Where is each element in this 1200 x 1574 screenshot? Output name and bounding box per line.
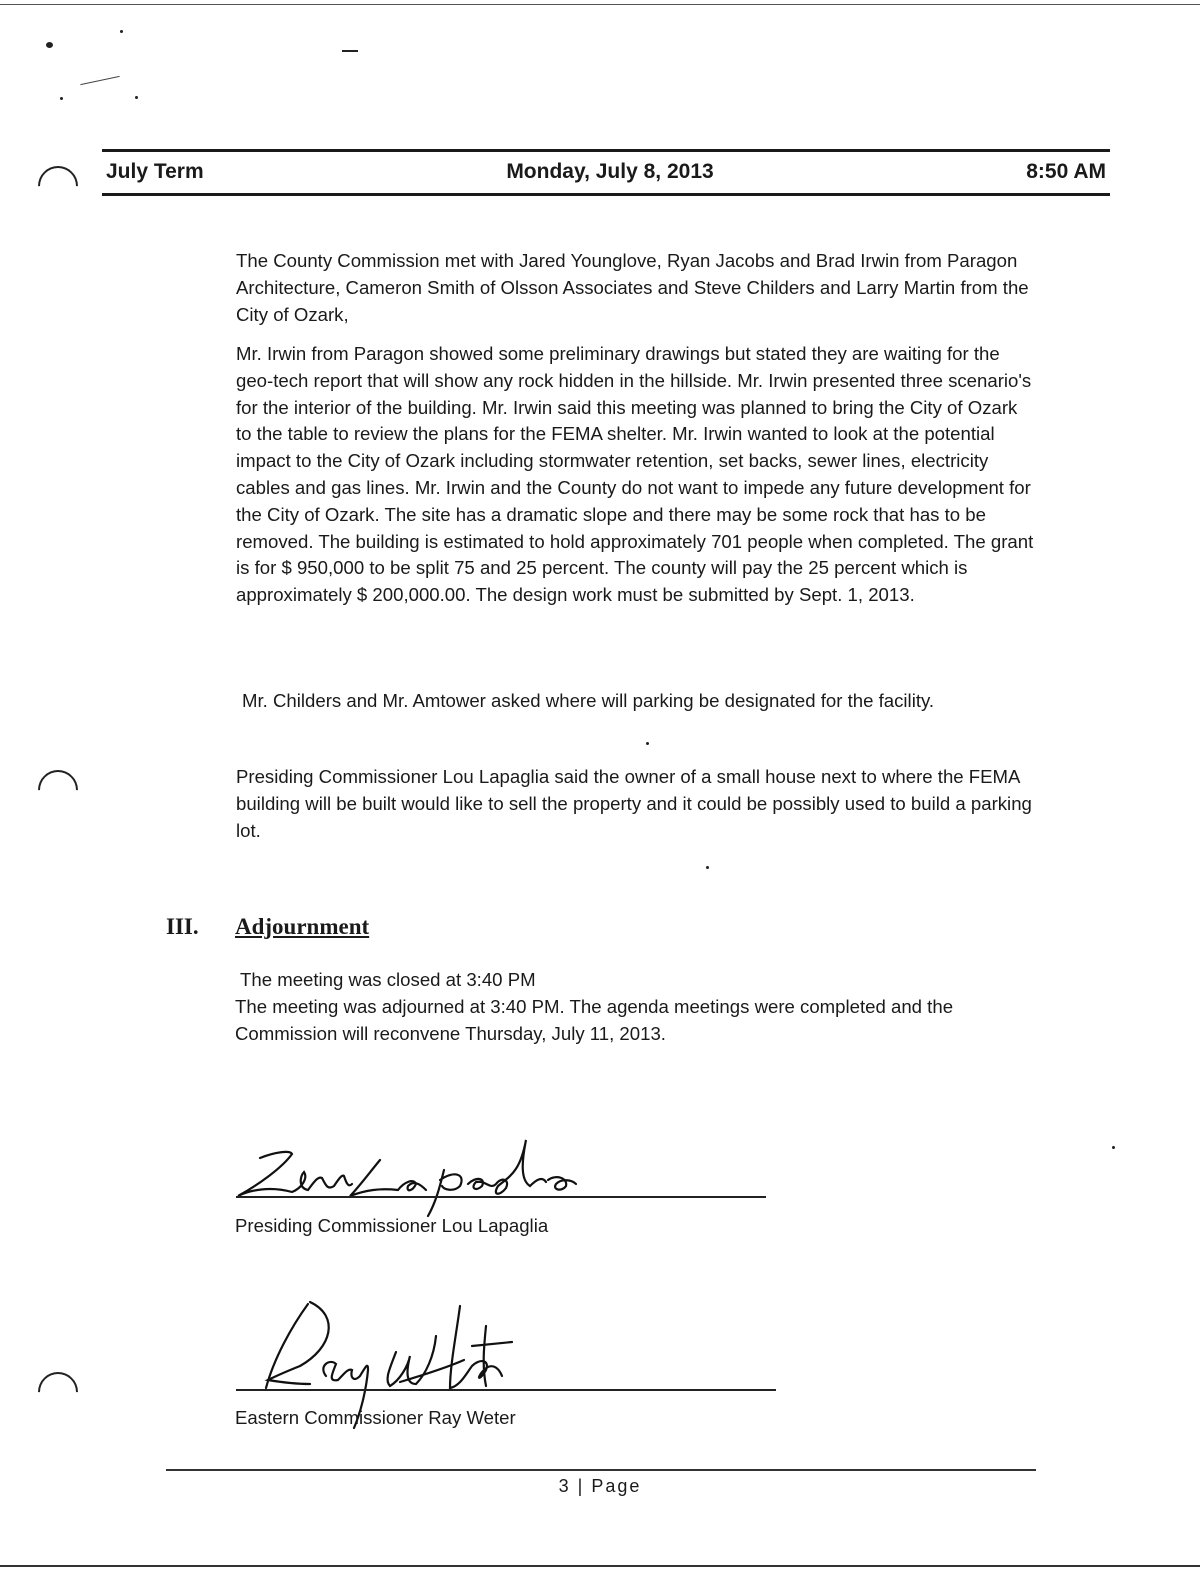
signature-line	[236, 1196, 766, 1198]
signature-label-lapaglia: Presiding Commissioner Lou Lapaglia	[235, 1215, 549, 1236]
header-date: Monday, July 8, 2013	[506, 160, 714, 183]
section-title: Adjournment	[235, 914, 370, 939]
adjournment-paragraph: The meeting was adjourned at 3:40 PM. The agenda meetings were completed and the Commission will reconvene Thursday, July 11, 2013.	[235, 996, 954, 1044]
binder-hole-icon	[30, 158, 87, 215]
scan-edge-top	[0, 4, 1200, 5]
header-rule-top	[102, 149, 1110, 152]
scan-speck	[120, 30, 123, 33]
signature-lapaglia	[230, 1130, 590, 1220]
scan-speck	[706, 866, 709, 869]
scan-speck	[646, 742, 649, 745]
signature-line	[236, 1389, 776, 1391]
paragraph-attendees: The County Commission met with Jared Younglove, Ryan Jacobs and Brad Irwin from Paragon Architecture, Cameron Smith of Olsson Associates and Steve Childers and Larry Martin from the City of Ozark,	[236, 250, 1029, 325]
scan-speck	[135, 96, 138, 99]
paragraph-parking-question: Mr. Childers and Mr. Amtower asked where will parking be designated for the facility.	[242, 690, 935, 711]
scan-speck	[1112, 1146, 1115, 1149]
header-term: July Term	[106, 160, 204, 183]
adjournment-closed-line: The meeting was closed at 3:40 PM	[240, 969, 536, 990]
page-number: 3 | Page	[558, 1476, 642, 1496]
paragraph-presentation: Mr. Irwin from Paragon showed some preliminary drawings but stated they are waiting for the geo-tech report that will show any rock hidden in the hillside. Mr. Irwin presented three scenario's for the interior of the building. Mr. Irwin said this meeting was planned to bring the City of Ozark to the table to review the plans for the FEMA shelter. Mr. Irwin wanted to look at the potential impact to the City of Ozark including stormwater retention, set backs, sewer lines, electricity cables and gas lines. Mr. Irwin and the County do not want to impede any future development for the City of Ozark. The site has a dramatic slope and there may be some rock that has to be removed. The building is estimated to hold approximately 701 people when completed. The grant is for $ 950,000 to be split 75 and 25 percent. The county will pay the 25 percent which is approximately $ 200,000.00. The design work must be submitted by Sept. 1, 2013.	[236, 343, 1034, 606]
scan-speck	[46, 42, 53, 48]
scan-mark	[80, 76, 119, 85]
header-rule-bottom	[102, 193, 1110, 196]
scan-mark	[342, 50, 358, 52]
signature-label-weter: Eastern Commissioner Ray Weter	[235, 1407, 516, 1428]
binder-hole-icon	[30, 1364, 87, 1421]
scan-edge-bottom	[0, 1565, 1200, 1567]
paragraph-parking-answer: Presiding Commissioner Lou Lapaglia said the owner of a small house next to where the FEMA building will be built would like to sell the property and it could be possibly used to build a parking lot.	[236, 766, 1032, 841]
footer-rule	[166, 1469, 1036, 1471]
scan-speck	[60, 97, 63, 100]
binder-hole-icon	[30, 762, 87, 819]
section-number: III.	[166, 914, 199, 939]
header-time: 8:50 AM	[1026, 160, 1106, 183]
